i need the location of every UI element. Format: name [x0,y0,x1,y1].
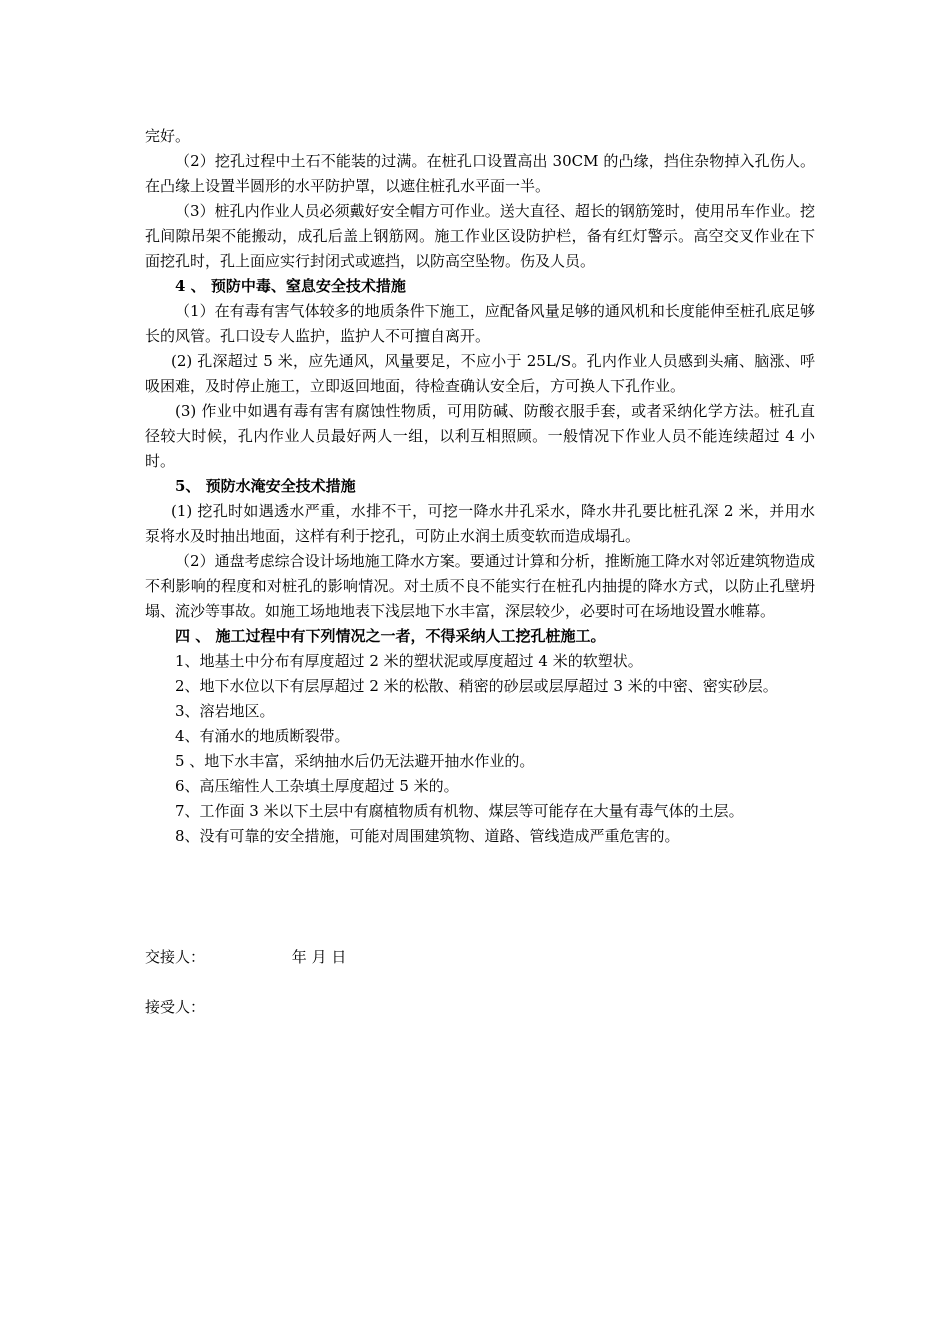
paragraph-poison-1: （1）在有毒有害气体较多的地质条件下施工，应配备风量足够的通风机和长度能伸至桩孔底足够长的风管。孔口设专人监护，监护人不可擅自离开。 [145,302,815,345]
handover-signature-line [145,945,346,970]
paragraph-item-2: （2）挖孔过程中土石不能装的过满。在桩孔口设置高出 30CM 的凸缘，挡住杂物掉入孔伤人。在凸缘上设置半圆形的水平防护罩，以遮住桩孔水平面一半。 [145,152,815,195]
list-item-5: 5 、地下水丰富，采纳抽水后仍无法避开抽水作业的。 [175,752,535,770]
paragraph-flood-2: （2）通盘考虑综合设计场地施工降水方案。要通过计算和分析，推断施工降水对邻近建筑物造成不利影响的程度和对桩孔的影响情况。对土质不良不能实行在桩孔内抽提的降水方式，以防止孔壁坍塌、流沙等事故。如施工场地地表下浅层地下水丰富，深层较少，必要时可在场地设置水帷幕。 [145,552,815,620]
section-heading-prohibited: 四 、 施工过程中有下列情况之一者，不得采纳人工挖孔桩施工。 [175,627,606,645]
list-item-8: 8、没有可靠的安全措施，可能对周围建筑物、道路、管线造成严重危害的。 [175,827,680,845]
receiver-signature-line [145,995,205,1020]
date-label: 年 月 日 [291,948,347,966]
section-heading-poisoning: 4 、 预防中毒、窒息安全技术措施 [175,277,406,295]
list-item-7: 7、工作面 3 米以下土层中有腐植物质有机物、煤层等可能存在大量有毒气体的土层。 [175,802,744,820]
list-item-1: 1、地基土中分布有厚度超过 2 米的塑状泥或厚度超过 4 米的软塑状。 [175,652,643,670]
paragraph-flood-1: (1) 挖孔时如遇透水严重，水排不干，可挖一降水井孔采水，降水井孔要比桩孔深 2 米，并用水泵将水及时抽出地面，这样有利于挖孔，可防止水润土质变软而造成塌孔。 [145,502,815,545]
section-heading-flooding: 5、 预防水淹安全技术措施 [175,477,356,495]
paragraph-item-3: （3）桩孔内作业人员必须戴好安全帽方可作业。送大直径、超长的钢筋笼时，使用吊车作业。挖孔间隙吊架不能搬动，成孔后盖上钢筋网。施工作业区设防护栏，备有红灯警示。高空交叉作业在下面挖孔时，孔上面应实行封闭式或遮挡，以防高空坠物。伤及人员。 [145,202,815,270]
paragraph-continuation: 完好。 [145,127,191,145]
list-item-2: 2、地下水位以下有层厚超过 2 米的松散、稍密的砂层或层厚超过 3 米的中密、密实砂层。 [175,677,778,695]
list-item-3: 3、溶岩地区。 [175,702,275,720]
paragraph-poison-3: (3) 作业中如遇有毒有害有腐蚀性物质，可用防碱、防酸衣服手套，或者采纳化学方法。桩孔直径较大时候，孔内作业人员最好两人一组，以利互相照顾。一般情况下作业人员不能连续超过 4 小时。 [145,402,815,470]
paragraph-poison-2: (2) 孔深超过 5 米，应先通风，风量要足，不应小于 25L/S。孔内作业人员感到头痛、脑涨、呼吸困难，及时停止施工，立即返回地面，待检查确认安全后，方可换人下孔作业。 [145,352,815,395]
document-body [145,124,815,849]
list-item-4: 4、有涌水的地质断裂带。 [175,727,350,745]
handover-label: 交接人： [145,948,206,966]
receiver-label: 接受人： [145,998,206,1016]
list-item-6: 6、高压缩性人工杂填土厚度超过 5 米的。 [175,777,459,795]
